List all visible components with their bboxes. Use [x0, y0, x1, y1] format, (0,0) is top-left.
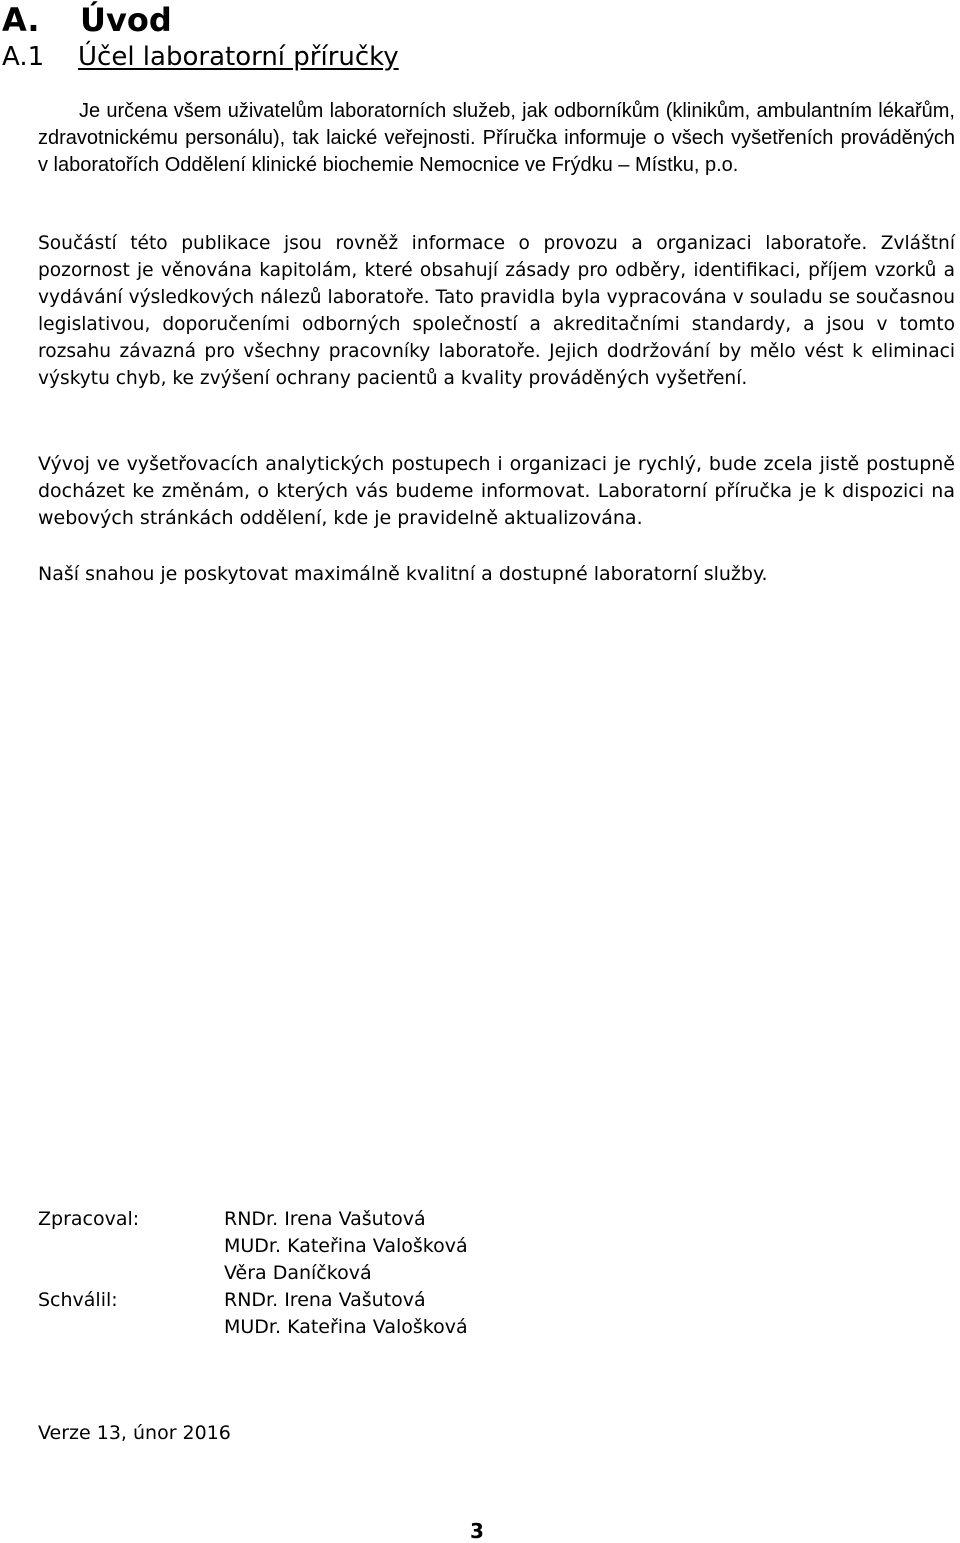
- approved-by-label: Schválil:: [38, 1289, 118, 1311]
- approved-by-name: MUDr. Kateřina Valošková: [224, 1316, 468, 1338]
- chapter-title: Úvod: [80, 1, 172, 39]
- section-number: A.1: [2, 42, 45, 72]
- approved-by-name: RNDr. Irena Vašutová: [224, 1289, 426, 1311]
- section-title: Účel laboratorní příručky: [78, 42, 399, 72]
- prepared-by-name: RNDr. Irena Vašutová: [224, 1208, 426, 1230]
- goal-paragraph: Naší snahou je poskytovat maximálně kvalitní a dostupné laboratorní služby.: [38, 563, 768, 585]
- prepared-by-label: Zpracoval:: [38, 1208, 140, 1230]
- page-number: 3: [470, 1519, 484, 1543]
- chapter-number: A.: [2, 1, 40, 39]
- version-note: Verze 13, únor 2016: [38, 1422, 231, 1444]
- development-paragraph: Vývoj ve vyšetřovacích analytických postupech i organizaci je rychlý, bude zcela jistě postupně docházet ke změnám, o kterých vás budeme informovat. Laboratorní příručka je k dispozici na webových stránkách oddělení, kde je pravidelně aktualizována.: [38, 453, 955, 529]
- prepared-by-name: MUDr. Kateřina Valošková: [224, 1235, 468, 1257]
- section-heading: [2, 40, 399, 74]
- chapter-heading: [2, 0, 172, 40]
- intro-paragraph: Je určena všem uživatelům laboratorních služeb, jak odborníkům (klinikům, ambulantním lékařům, zdravotnickému personálu), tak laické veřejnosti. Příručka informuje o všech vyšetřeních prováděných v laboratořích Oddělení klinické biochemie Nemocnice ve Frýdku – Místku, p.o.: [38, 100, 955, 176]
- organization-paragraph: Součástí této publikace jsou rovněž informace o provozu a organizaci laboratoře. Zvláštní pozornost je věnována kapitolám, které obsahují zásady pro odběry, identifikaci, příjem vzorků a vydávání výsledkových nálezů laboratoře. Tato pravidla byla vypracována v souladu se současnou legislativou, doporučeními odborných společností a akreditačními standardy, a jsou v tomto rozsahu závazná pro všechny pracovníky laboratoře. Jejich dodržování by mělo vést k eliminaci výskytu chyb, ke zvýšení ochrany pacientů a kvality prováděných vyšetření.: [38, 233, 955, 389]
- prepared-by-name: Věra Daníčková: [224, 1262, 372, 1284]
